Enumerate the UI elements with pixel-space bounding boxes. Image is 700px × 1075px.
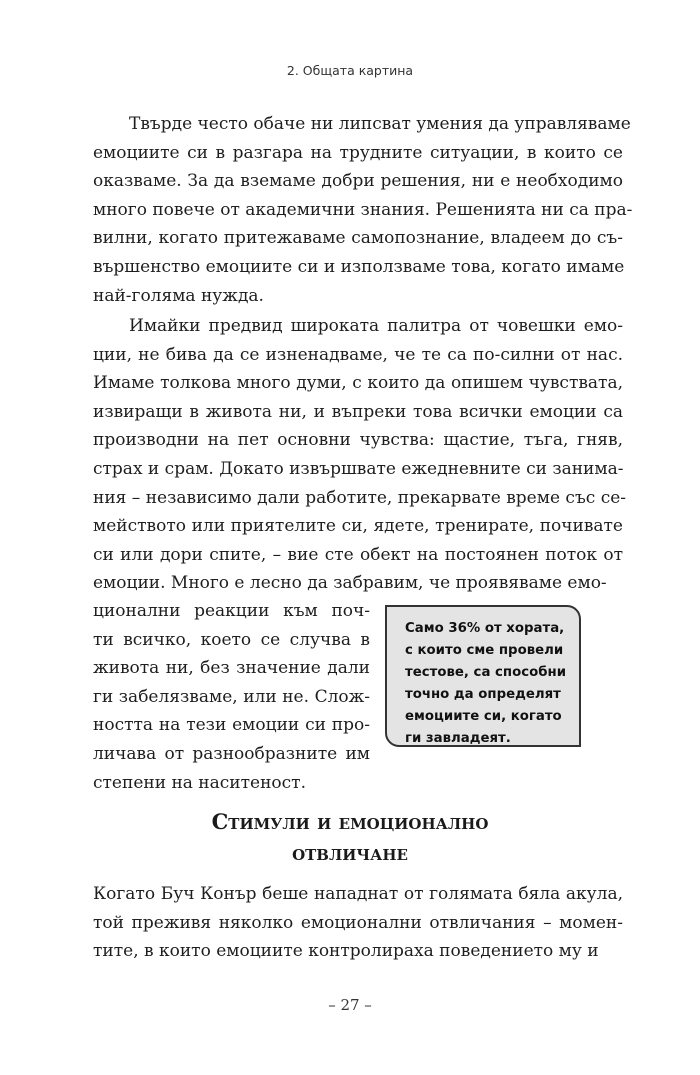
text-line: той преживя няколко емоционални отвличания – момен- [93, 912, 623, 933]
text-line: емоциите си в разгара на трудните ситуации, в които се [93, 142, 623, 163]
text-line: оказваме. За да вземаме добри решения, ни е необходимо [93, 171, 623, 192]
text-line: Имайки предвид широката палитра от човешки емо- [129, 316, 623, 336]
text-line: живота ни, без значение дали [93, 658, 370, 679]
callout-line: ги завладеят. [405, 731, 511, 746]
text-line: вършенство емоциите си и използваме това, когато имаме [93, 256, 625, 277]
paragraph-1 [93, 110, 633, 310]
callout-line: Само 36% от хората, [405, 621, 565, 636]
statistic-callout-box [385, 605, 581, 747]
page-number: – 27 – [328, 996, 372, 1014]
section-heading-line-2: отвличане [292, 840, 408, 865]
text-line: ния – независимо дали работите, прекарвате време със се- [93, 487, 627, 508]
text-line: извиращи в живота ни, и въпреки това всички емоции са [93, 401, 623, 422]
text-line: ции, не бива да се изненадваме, че те са по-силни от нас. [93, 344, 623, 365]
callout-line: с които сме провели [405, 643, 564, 658]
text-line: много повече от академични знания. Решенията ни са пра- [93, 199, 633, 220]
paragraph-2-continuation [93, 597, 370, 797]
callout-line: емоциите си, когато [405, 709, 562, 724]
running-header: 2. Общата картина [286, 63, 414, 78]
text-line: най-голяма нужда. [93, 285, 264, 306]
paragraph-2 [93, 312, 627, 598]
paragraph-3 [93, 880, 623, 966]
text-line: емоции. Много е лесно да забравим, че проявяваме емо- [93, 573, 607, 594]
text-line: си или дори спите, – вие сте обект на постоянен поток от [93, 544, 623, 565]
text-line: тите, в които емоциите контролираха поведението му и [93, 941, 599, 962]
section-heading-line-1: Стимули и емоционално [211, 809, 489, 834]
text-line: ността на тези емоции си про- [93, 715, 370, 736]
callout-line: точно да определят [405, 687, 561, 702]
text-line: Твърде често обаче ни липсват умения да управляваме [129, 114, 631, 134]
callout-line: тестове, са способни [405, 665, 567, 680]
text-line: вилни, когато притежаваме самопознание, владеем до съ- [93, 228, 623, 249]
section-heading [0, 806, 700, 868]
text-line: личава от разнообразните им [93, 743, 370, 764]
text-line: страх и срам. Докато извършвате ежедневните си занима- [93, 458, 624, 479]
text-line: степени на наситеност. [93, 772, 306, 793]
text-line: ти всичко, което се случва в [93, 629, 370, 650]
text-line: Имаме толкова много думи, с които да опишем чувствата, [93, 373, 623, 394]
text-line: производни на пет основни чувства: щастие, тъга, гняв, [93, 430, 623, 451]
text-line: ционални реакции към поч- [93, 601, 370, 621]
text-line: Когато Буч Конър беше нападнат от голямата бяла акула, [93, 884, 623, 904]
text-line: ги забелязваме, или не. Слож- [93, 686, 370, 707]
text-line: мейството или приятелите си, ядете, тренирате, почивате [93, 516, 623, 537]
